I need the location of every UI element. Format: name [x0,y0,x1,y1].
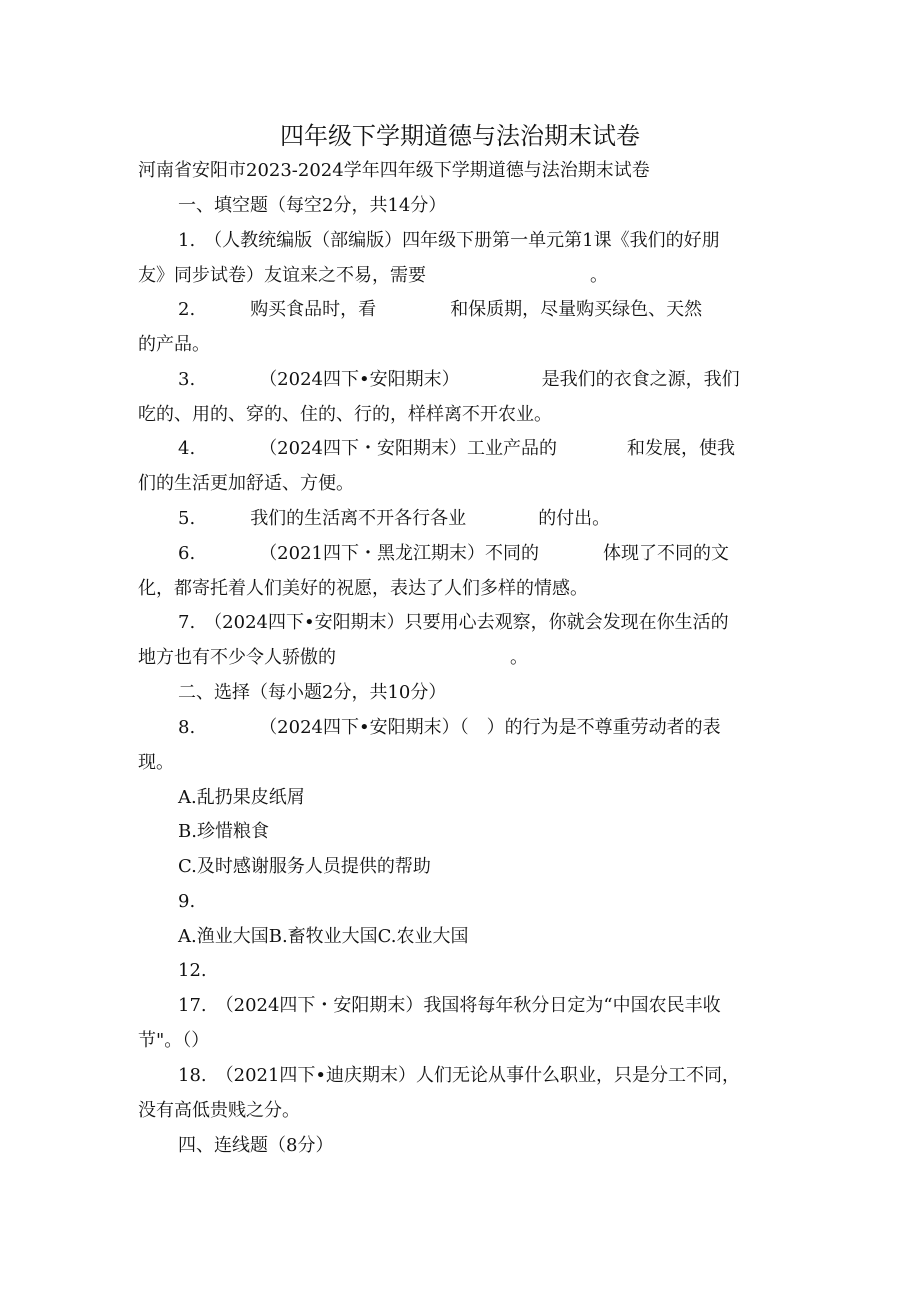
section-heading-choice: 二、选择（每小题2分，共10分） [178,682,447,703]
question-1-text: 友》同步试卷）友谊来之不易，需要 [138,265,426,286]
question-8-option-a: A.乱扔果皮纸屑 [178,787,305,808]
page-title: 四年级下学期道德与法治期末试卷 [280,122,640,150]
question-7-text: 地方也有不少令人骄傲的 [138,647,336,668]
question-3-number: 3. [178,369,196,390]
question-4-line-1 [178,437,828,461]
question-12-number: 12. [178,960,207,981]
question-9-options: A.渔业大国B.畜牧业大国C.农业大国 [178,926,469,947]
section-heading-matching: 四、连线题（8分） [178,1135,334,1156]
question-8-text: （2024四下•安阳期末）（ ）的行为是不尊重劳动者的表 [259,717,721,738]
question-6-text-a: （2021四下・黑龙江期末）不同的 [259,543,539,564]
question-4-number: 4. [178,438,196,459]
question-18-line-2: 没有高低贵贱之分。 [138,1100,300,1121]
question-18-line-1: 18. （2021四下•迪庆期末）人们无论从事什么职业，只是分工不同， [178,1065,741,1086]
exam-subtitle: 河南省安阳市2023-2024学年四年级下学期道德与法治期末试卷 [138,160,650,181]
question-2-line-1 [178,298,828,322]
question-2-text-a: 购买食品时，看 [250,299,377,320]
question-5-number: 5. [178,508,196,529]
question-3-line-2: 吃的、用的、穿的、住的、行的，样样离不开农业。 [138,404,552,425]
question-2-text-b: 和保质期，尽量购买绿色、天然 [450,299,703,320]
question-8-line-2: 现。 [138,752,174,773]
question-3-line-1 [178,368,828,392]
question-8-number: 8. [178,717,196,738]
question-7-end: 。 [510,647,528,668]
question-6-text-b: 体现了不同的文 [603,543,729,564]
section-heading-fill-blank: 一、填空题（每空2分，共14分） [178,195,447,216]
question-4-line-2: 们的生活更加舒适、方便。 [138,473,354,494]
question-6-number: 6. [178,543,196,564]
question-8-option-b: B.珍惜粮食 [178,821,269,842]
question-8-option-c: C.及时感谢服务人员提供的帮助 [178,856,431,877]
question-6-line-1 [178,542,828,566]
question-1-line-1: 1. （人教统编版（部编版）四年级下册第一单元第1课《我们的好朋 [178,230,720,251]
question-4-text-b: 和发展，使我 [627,438,735,459]
question-7-line-1: 7. （2024四下•安阳期末）只要用心去观察，你就会发现在你生活的 [178,612,729,633]
question-5-text-a: 我们的生活离不开各行各业 [250,508,467,529]
question-2-line-2: 的产品。 [138,334,210,355]
question-1-line-2 [138,264,788,288]
question-4-text-a: （2024四下・安阳期末）工业产品的 [259,438,557,459]
question-17-line-2: 节"。（） [138,1030,210,1051]
question-2-number: 2. [178,299,196,320]
question-1-end: 。 [590,265,608,286]
question-3-source: （2024四下•安阳期末） [259,369,460,390]
question-7-line-2 [138,646,788,670]
question-5-text-b: 的付出。 [538,508,611,529]
question-17-line-1: 17. （2024四下・安阳期末）我国将每年秋分日定为“中国农民丰收 [178,995,721,1016]
question-3-text: 是我们的衣食之源，我们 [541,369,740,390]
question-5-line [178,507,828,531]
question-6-line-2: 化，都寄托着人们美好的祝愿，表达了人们多样的情感。 [138,578,588,599]
question-9-number: 9. [178,891,196,912]
question-8-line-1 [178,716,828,740]
